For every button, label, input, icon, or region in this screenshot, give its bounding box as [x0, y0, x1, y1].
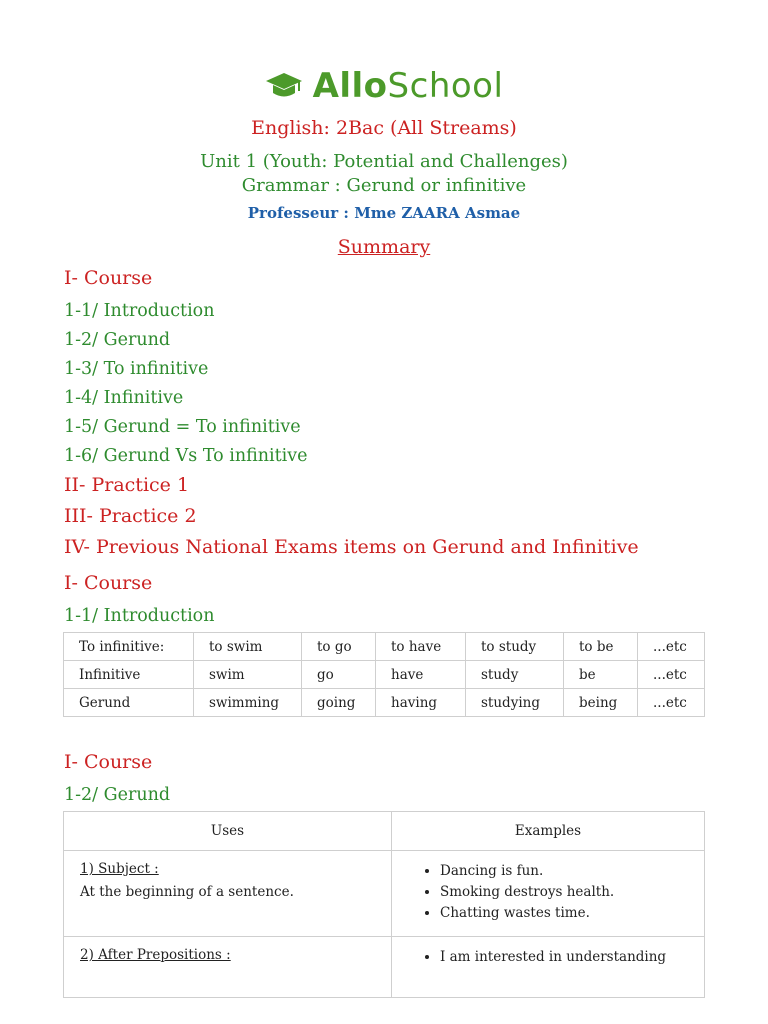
examples-list — [408, 863, 688, 921]
table-cell: go — [302, 661, 376, 689]
graduation-cap-icon — [265, 71, 303, 101]
outline-item: III- Practice 2 — [64, 505, 197, 527]
outline-item: II- Practice 1 — [64, 474, 190, 496]
table-row — [64, 689, 705, 717]
table-row — [64, 851, 705, 937]
use-description: At the beginning of a sentence. — [80, 884, 294, 900]
summary-heading: Summary — [337, 236, 431, 258]
table-cell: being — [564, 689, 638, 717]
column-header-examples: Examples — [392, 812, 705, 851]
use-cell — [64, 937, 392, 998]
table-cell: study — [466, 661, 564, 689]
table-cell: to swim — [194, 633, 302, 661]
table-cell: to go — [302, 633, 376, 661]
table-cell: having — [376, 689, 466, 717]
section-heading: I- Course — [64, 572, 153, 594]
table-cell: going — [302, 689, 376, 717]
table-cell: studying — [466, 689, 564, 717]
table-cell: swimming — [194, 689, 302, 717]
table-cell: be — [564, 661, 638, 689]
use-cell — [64, 851, 392, 937]
example-item: • Chatting wastes time. — [440, 905, 688, 921]
examples-cell — [392, 937, 705, 998]
subsection-heading: 1-1/ Introduction — [64, 606, 215, 626]
outline-item: I- Course — [64, 267, 153, 289]
alloschool-logo — [0, 66, 768, 106]
outline-item: 1-3/ To infinitive — [64, 359, 209, 379]
table-cell: ...etc — [638, 689, 705, 717]
examples-cell — [392, 851, 705, 937]
section-heading: I- Course — [64, 751, 153, 773]
logo-text: AlloSchool — [312, 66, 504, 106]
outline-item: 1-2/ Gerund — [64, 330, 171, 350]
outline-item: 1-1/ Introduction — [64, 301, 215, 321]
table-header-row — [64, 812, 705, 851]
gerund-uses-table — [63, 811, 705, 998]
table-cell: to have — [376, 633, 466, 661]
professor-name: Professeur : Mme ZAARA Asmae — [247, 204, 521, 222]
table-row — [64, 633, 705, 661]
subsection-heading: 1-2/ Gerund — [64, 785, 171, 805]
intro-table — [63, 632, 705, 717]
table-cell: Gerund — [64, 689, 194, 717]
table-cell: Infinitive — [64, 661, 194, 689]
table-cell: swim — [194, 661, 302, 689]
table-row — [64, 937, 705, 998]
use-title: 1) Subject : — [80, 861, 159, 877]
table-cell: to be — [564, 633, 638, 661]
table-cell: ...etc — [638, 661, 705, 689]
column-header-uses: Uses — [64, 812, 392, 851]
table-cell: ...etc — [638, 633, 705, 661]
outline-item: 1-4/ Infinitive — [64, 388, 184, 408]
table-cell: have — [376, 661, 466, 689]
use-title: 2) After Prepositions : — [80, 947, 231, 963]
table-cell: To infinitive: — [64, 633, 194, 661]
examples-list — [408, 949, 688, 965]
example-item: • Smoking destroys health. — [440, 884, 688, 900]
table-row — [64, 661, 705, 689]
grammar-title: Grammar : Gerund or infinitive — [241, 175, 527, 196]
outline-item: 1-6/ Gerund Vs To infinitive — [64, 446, 308, 466]
document-title: English: 2Bac (All Streams) — [251, 117, 517, 139]
outline-item: 1-5/ Gerund = To infinitive — [64, 417, 301, 437]
outline-item: IV- Previous National Exams items on Gerund and Infinitive — [64, 536, 639, 558]
unit-title: Unit 1 (Youth: Potential and Challenges) — [200, 151, 568, 172]
table-cell: to study — [466, 633, 564, 661]
example-item: • Dancing is fun. — [440, 863, 688, 879]
example-item: • I am interested in understanding — [440, 949, 688, 965]
